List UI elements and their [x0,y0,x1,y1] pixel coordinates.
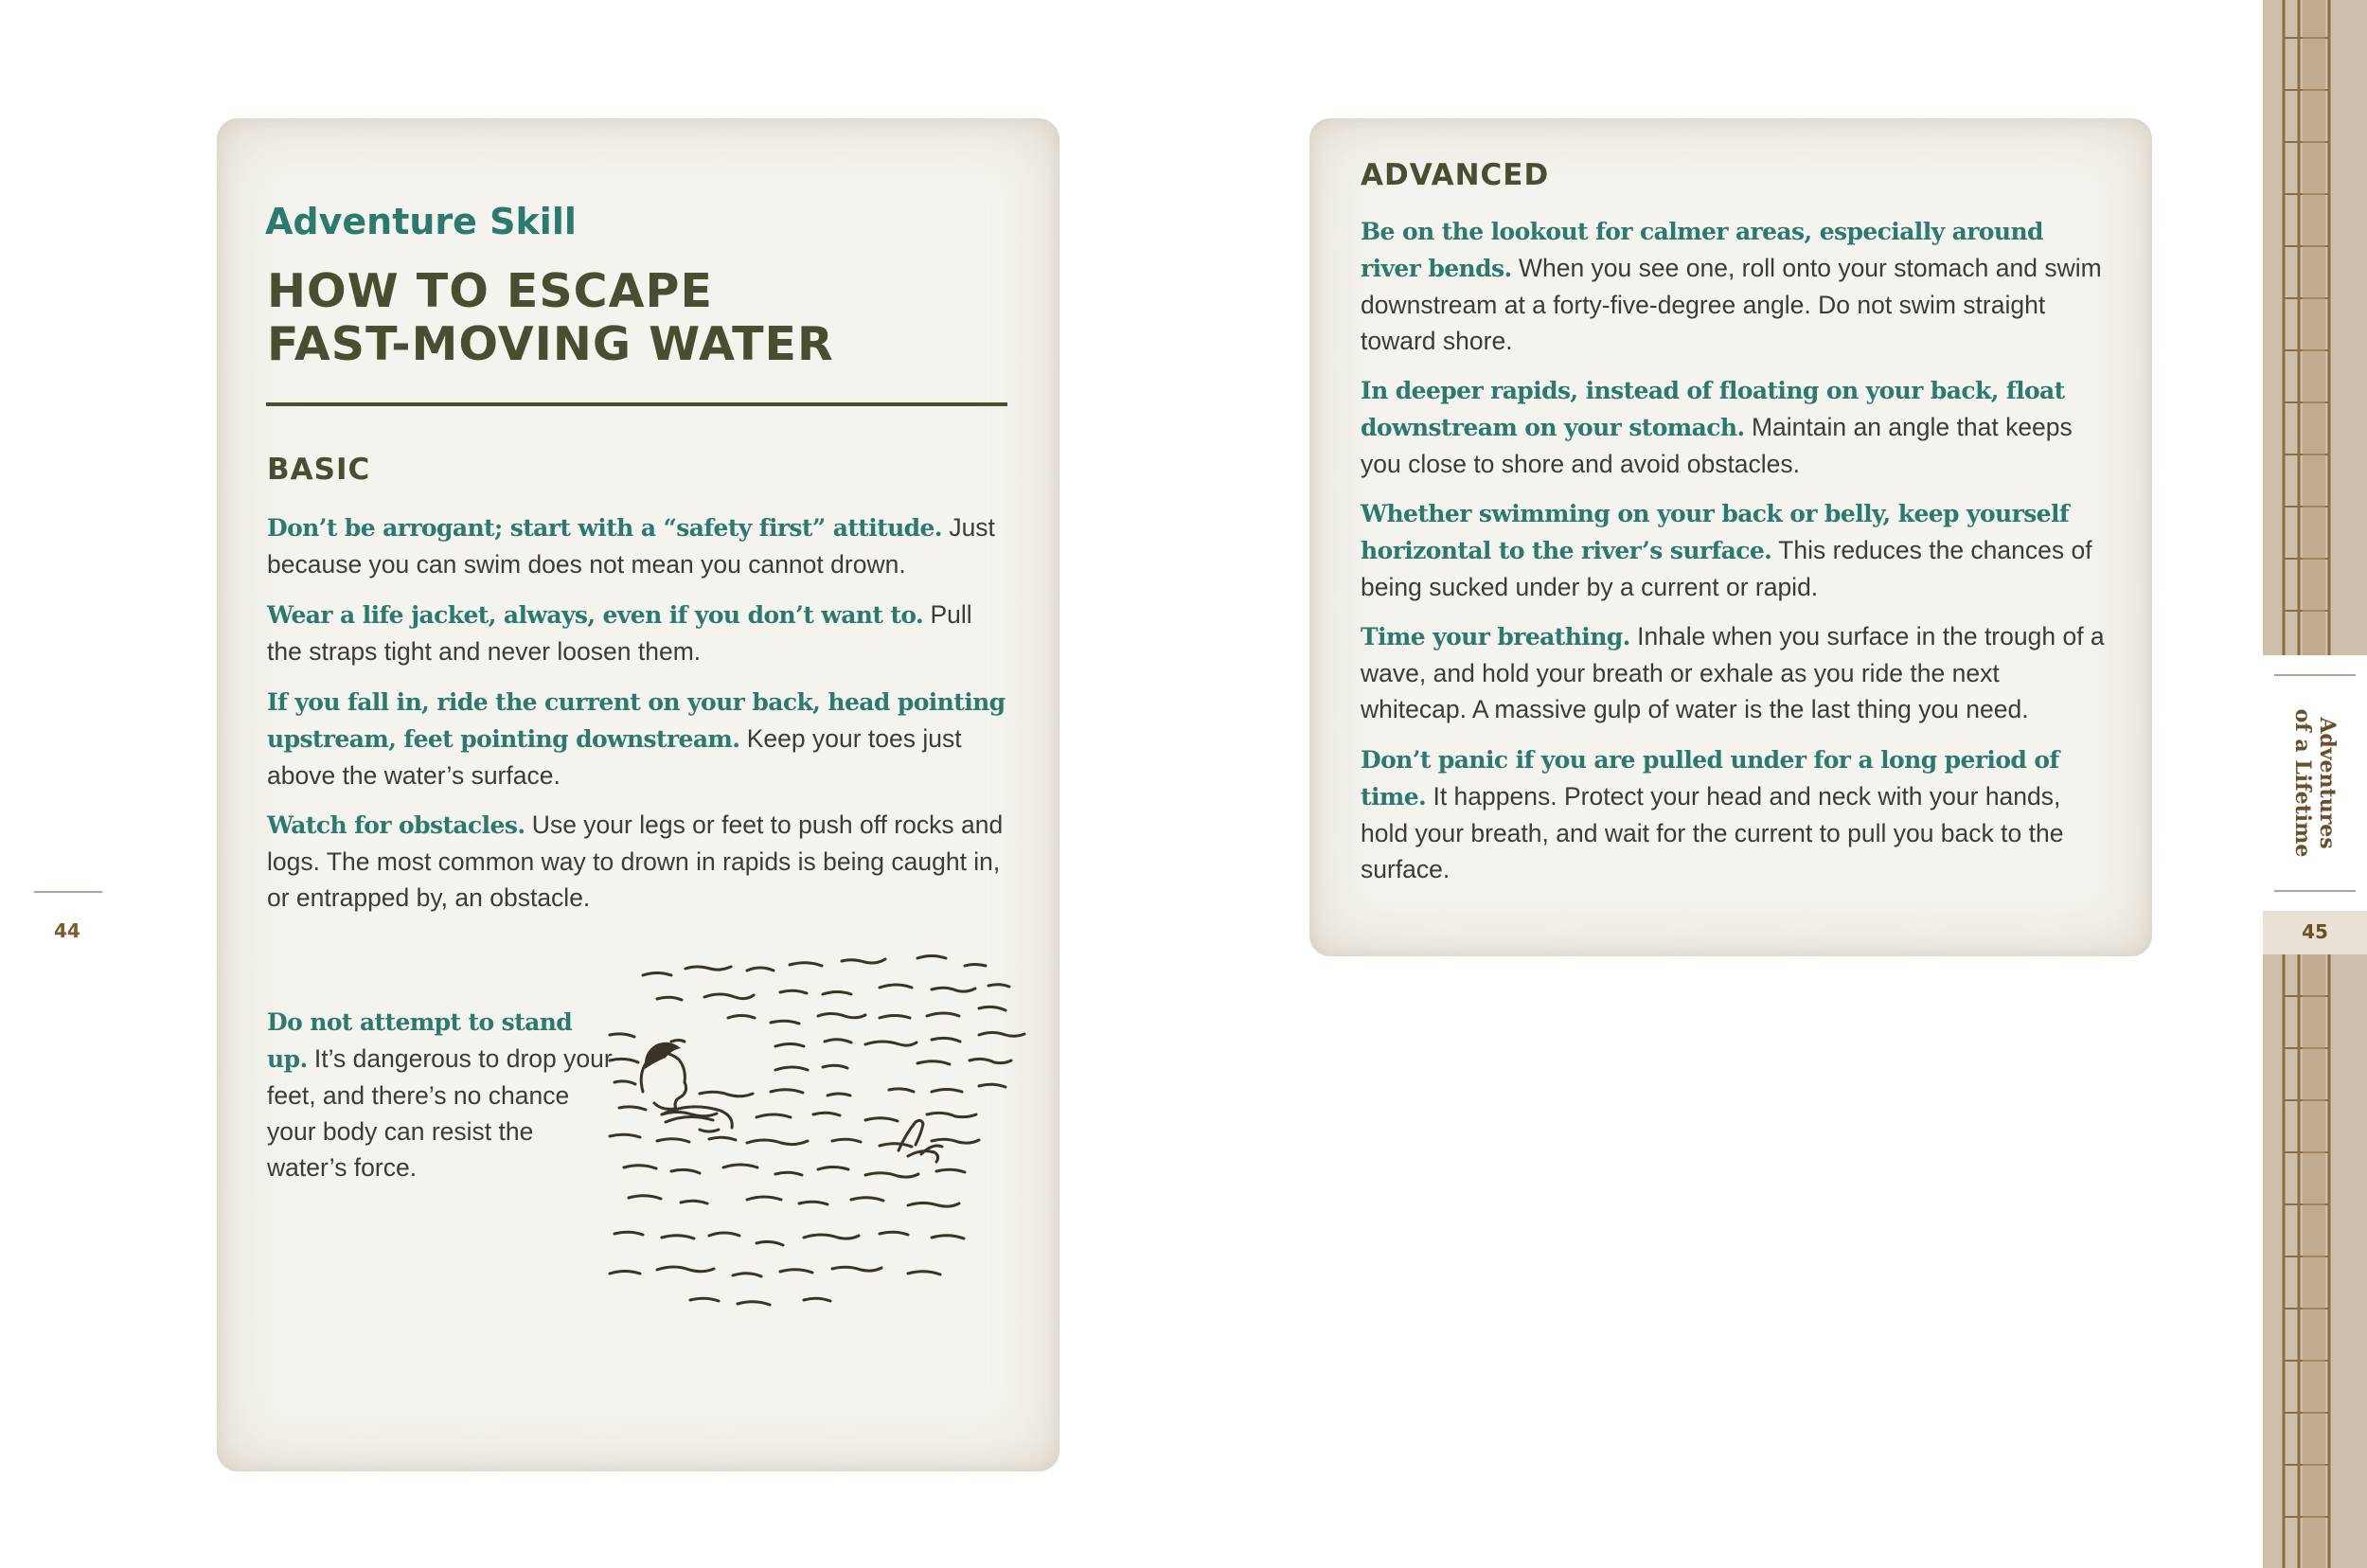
basic-tip-4: Watch for obstacles. Use your legs or feet to push off rocks and logs. The most common way to drown in rapids is being caught in, or entrapped by, an obstacle. [267,811,1004,912]
basic-tip-1: Don’t be arrogant; start with a “safety first” attitude. Just because you can swim does not mean you cannot drown. [267,513,995,579]
right-page-number: 45 [2302,920,2328,943]
chapter-title: Adventures of a Lifetime [2290,708,2340,858]
basic-tip-5: Do not attempt to stand up. It’s dangerous to drop your feet, and there’s no chance your body can resist the water’s force. [267,1008,613,1182]
left-margin-rule [34,891,102,893]
advanced-heading: ADVANCED [1361,158,1550,192]
left-page-card [217,118,1059,1471]
advanced-tip-5: Don’t panic if you are pulled under for a long period of time. It happens. Protect your head and neck with your hands, hold your breath, and wait for the current to pull you back to the surface. [1361,746,2064,883]
title-line-2: FAST-MOVING WATER [267,317,834,371]
left-page-number: 44 [54,919,80,942]
swimmer-in-rapids-illustration [605,866,1036,1321]
advanced-tip-4: Time your breathing. Inhale when you surface in the trough of a wave, and hold your breath or exhale as you ride the next whitecap. A massive gulp of water is the last thing you need. [1361,622,2105,723]
title-line-1: HOW TO ESCAPE [267,264,713,318]
advanced-tip-2: In deeper rapids, instead of floating on your back, float downstream on your stomach. Maintain an angle that keeps you close to shore and avoid obstacles. [1361,377,2073,478]
advanced-tip-3: Whether swimming on your back or belly, keep yourself horizontal to the river’s surface. This reduces the chances of being sucked under by a current or rapid. [1361,500,2092,601]
chapter-side-tab [2263,0,2367,1568]
advanced-tip-1: Be on the lookout for calmer areas, especially around river bends. When you see one, roll onto your stomach and swim downstream at a forty-five-degree angle. Do not swim straight toward shore. [1361,218,2102,355]
basic-heading: BASIC [267,453,371,487]
side-tab-label [2263,655,2367,911]
side-tab-pattern-bottom [2263,911,2367,1568]
basic-tip-2: Wear a life jacket, always, even if you don’t want to. Pull the straps tight and never loosen them. [267,600,972,666]
page-title [267,265,834,371]
adventure-skill-label: Adventure Skill [265,201,577,242]
side-tab-pattern-top [2263,0,2367,655]
basic-tip-3: If you fall in, ride the current on your back, head pointing upstream, feet pointing downstream. Keep your toes just above the water’s surface. [267,688,1006,790]
title-divider [266,402,1007,406]
right-page-card [1309,118,2152,956]
